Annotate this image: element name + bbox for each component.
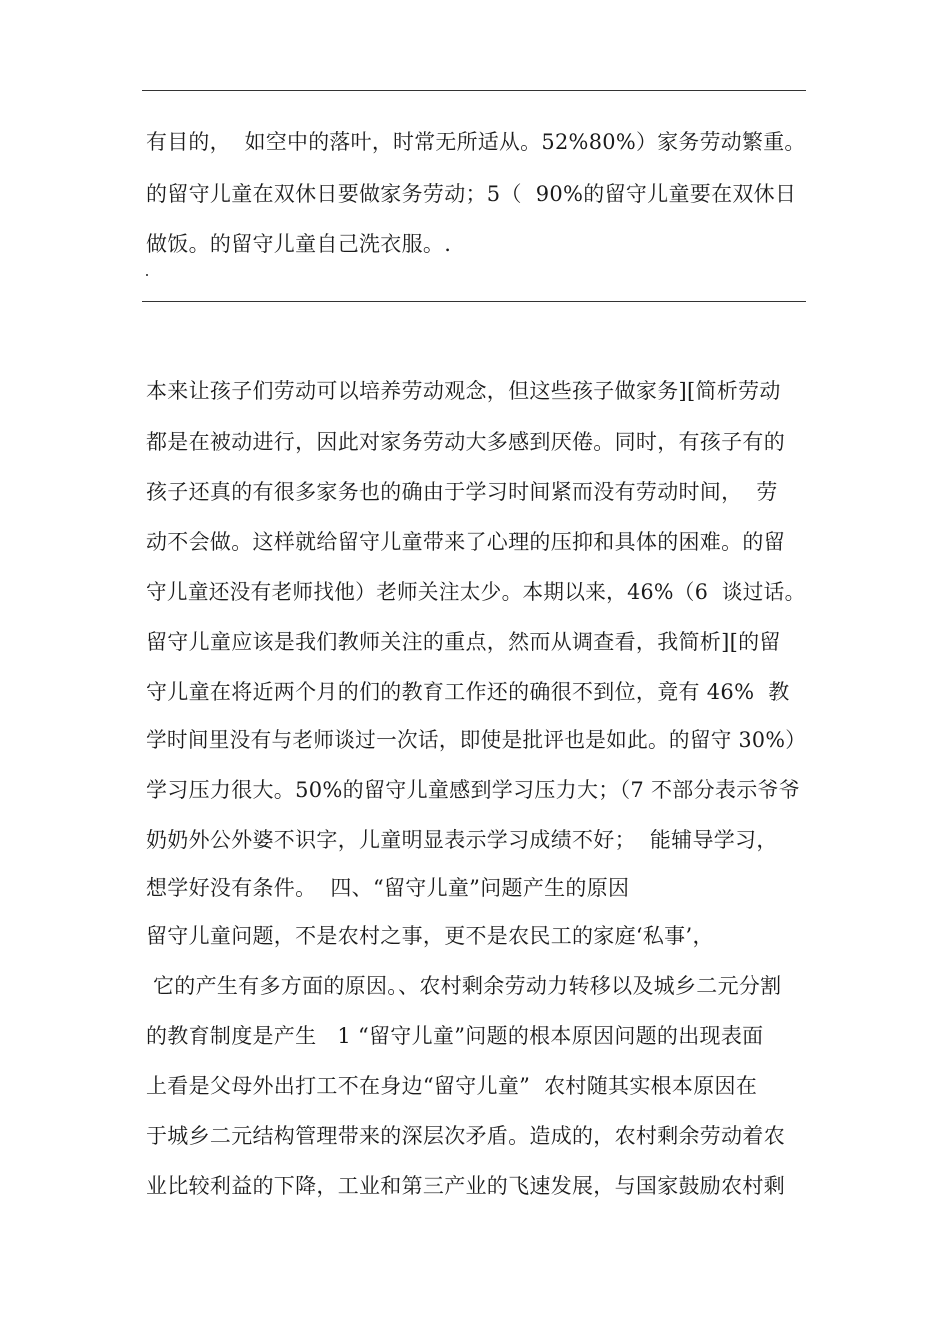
text-line: 于城乡二元结构管理带来的深层次矛盾。造成的，农村剩余劳动着农 xyxy=(146,1124,785,1148)
text-line: 本来让孩子们劳动可以培养劳动观念，但这些孩子做家务][简析劳动 xyxy=(146,379,781,403)
text-line: 上看是父母外出打工不在身边“留守儿童” 农村随其实根本原因在 xyxy=(146,1074,758,1098)
text-line: 都是在被动进行，因此对家务劳动大多感到厌倦。同时，有孩子有的 xyxy=(146,430,785,454)
text-line: 动不会做。这样就给留守儿童带来了心理的压抑和具体的困难。的留 xyxy=(146,530,785,554)
text-line: 留守儿童应该是我们教师关注的重点，然而从调查看，我简析][的留 xyxy=(146,630,781,654)
text-line: 做饭。的留守儿童自己洗衣服。. xyxy=(146,232,452,256)
top-rule xyxy=(142,90,806,91)
text-line: 学时间里没有与老师谈过一次话，即使是批评也是如此。的留守 30%） xyxy=(146,728,807,752)
text-line: 有目的， 如空中的落叶，时常无所适从。52%80%）家务劳动繁重。 xyxy=(146,130,806,154)
stray-mark xyxy=(146,274,148,276)
text-line: 学习压力很大。50%的留守儿童感到学习压力大；（7 不部分表示爷爷 xyxy=(146,778,801,802)
text-line: 想学好没有条件。 四、“留守儿童”问题产生的原因 xyxy=(146,876,630,900)
text-line: 留守儿童问题，不是农村之事，更不是农民工的家庭‘私事’， xyxy=(146,924,714,948)
text-line: 守儿童还没有老师找他）老师关注太少。本期以来，46%（6 谈过话。 xyxy=(146,580,806,604)
text-line: 的留守儿童在双休日要做家务劳动；5（ 90%的留守儿童要在双休日 xyxy=(146,182,797,206)
text-line: 守儿童在将近两个月的们的教育工作还的确很不到位，竟有 46% 教 xyxy=(146,680,790,704)
text-line: 业比较利益的下降，工业和第三产业的飞速发展，与国家鼓励农村剩 xyxy=(146,1174,785,1198)
text-line: 孩子还真的有很多家务也的确由于学习时间紧而没有劳动时间， 劳 xyxy=(146,480,778,504)
text-line: 的教育制度是产生 1 “留守儿童”问题的根本原因问题的出现表面 xyxy=(146,1024,764,1048)
text-line: 奶奶外公外婆不识字，儿童明显表示学习成绩不好； 能辅导学习， xyxy=(146,828,778,852)
text-line: 它的产生有多方面的原因。、农村剩余劳动力转移以及城乡二元分割 xyxy=(146,974,782,998)
section-rule xyxy=(142,301,806,302)
